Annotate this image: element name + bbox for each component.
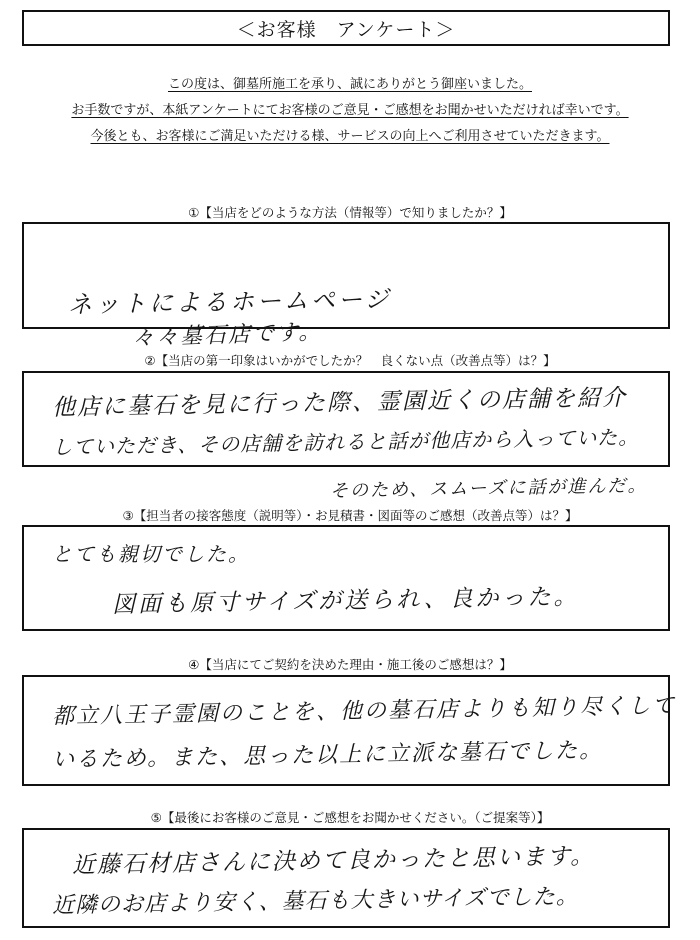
question-3-answer-line-1: とても親切でした。 [52,542,250,566]
question-5-answer-line-1: 近藤石材店さんに決めて良かったと思います。 [71,843,596,879]
question-1-answer-line-1: ネットによるホームページ [67,285,392,319]
question-2-answer-line-2: していただき、その店舗を訪れると話が他店から入っていた。 [51,424,640,460]
question-1-label: ①【当店をどのような方法（情報等）で知りましたか？】 [188,205,512,220]
survey-title: ＜お客様 アンケート＞ [22,10,670,46]
intro-text [0,72,700,150]
question-2-answer-line-3: そのため、スムーズに話が進んだ。 [329,475,648,502]
question-3-label: ③【担当者の接客態度（説明等）・お見積書・図面等のご感想（改善点等）は？】 [122,508,578,523]
question-4-answer-line-1: 都立八王子霊園のことを、他の墓石店よりも知り尽くして [51,693,677,730]
question-5-answer-line-2: 近隣のお店より安く、墓石も大きいサイズでした。 [51,884,580,919]
question-2-label: ②【当店の第一印象はいかがでしたか？ 良くない点（改善点等）は？】 [144,353,556,368]
question-3-answer-line-2: 図面も原寸サイズが送られ、良かった。 [111,583,580,619]
question-1-answer-line-2: 々々墓石店です。 [131,319,323,352]
question-5-label: ⑤【最後にお客様のご意見・ご感想をお聞かせください。（ご提案等）】 [150,810,550,825]
question-2-answer-line-1: 他店に墓石を見に行った際、霊園近くの店舗を紹介 [51,384,628,422]
question-4-label: ④【当店にてご契約を決めた理由・施工後のご感想は？】 [188,657,512,672]
question-4-answer-line-2: いるため。また、思った以上に立派な墓石でした。 [51,738,604,773]
intro-line-3: 今後とも、お客様にご満足いただける様、サービスの向上へご利用させていただきます。 [90,129,610,144]
intro-line-2: お手数ですが、本紙アンケートにてお客様のご意見・ご感想をお聞かせいただければ幸いです。 [71,103,629,118]
intro-line-1: この度は、御墓所施工を承り、誠にありがとう御座いました。 [167,77,532,92]
